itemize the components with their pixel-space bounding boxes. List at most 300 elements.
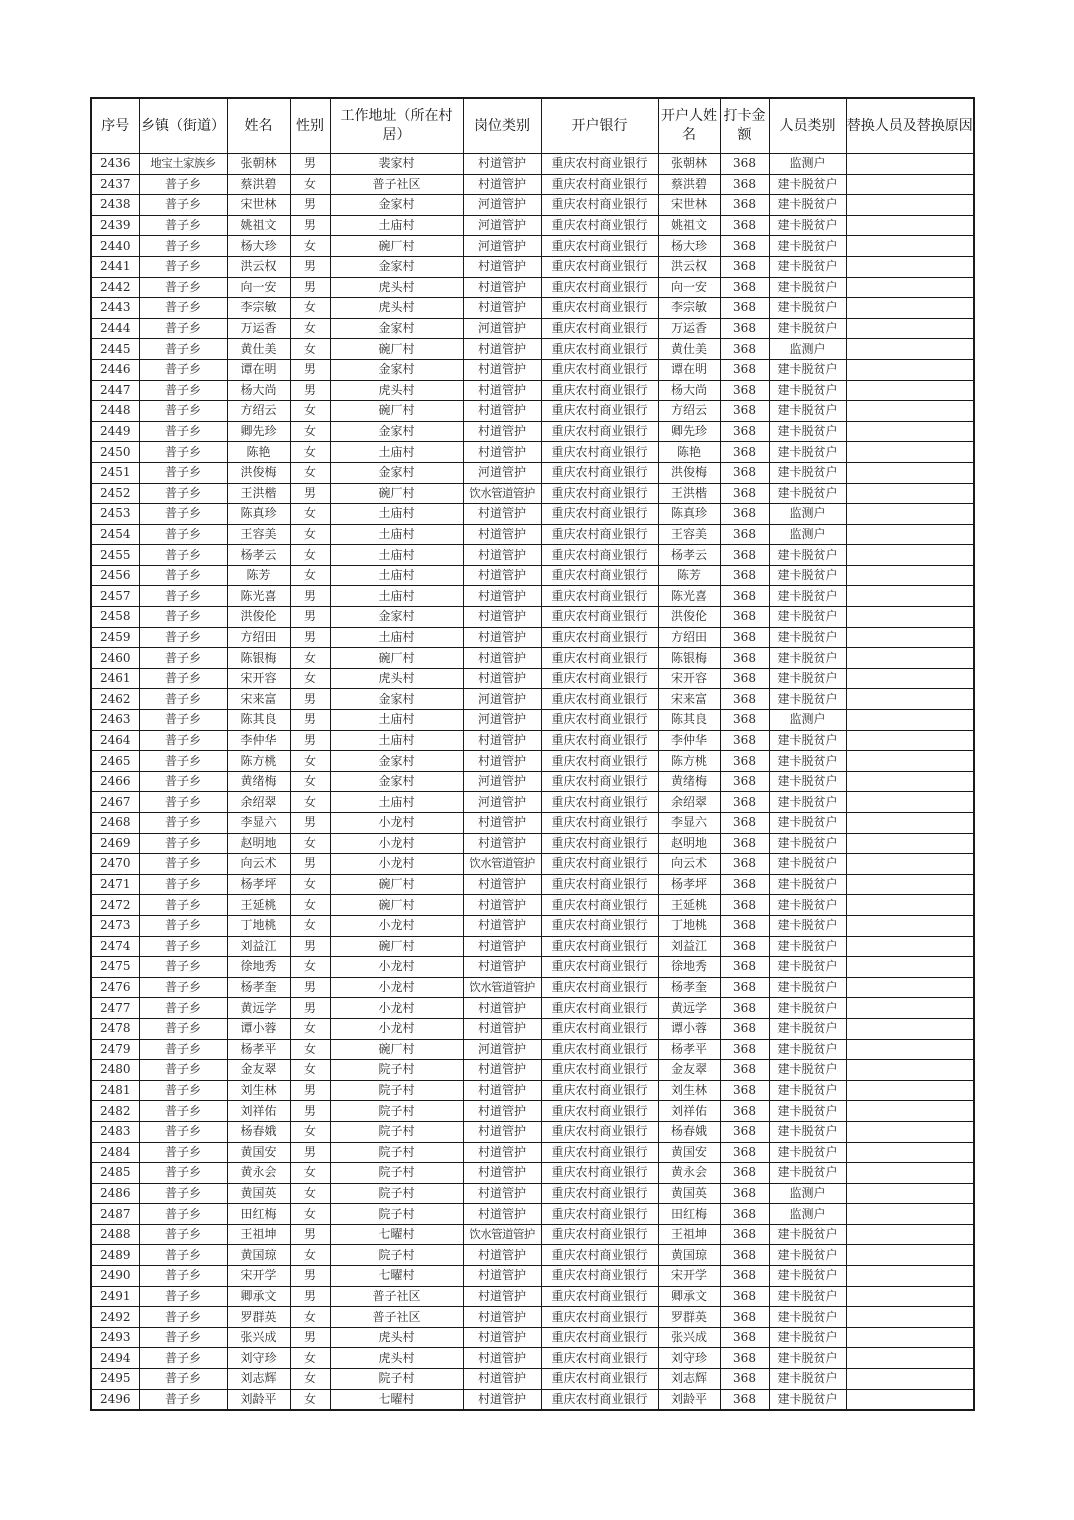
cell-work-address: 小龙村 <box>330 957 463 978</box>
cell-work-address: 小龙村 <box>330 813 463 834</box>
cell-index: 2489 <box>91 1245 139 1266</box>
cell-person-category: 建卡脱贫户 <box>769 1142 846 1163</box>
table-row <box>91 195 974 216</box>
cell-replacement-reason <box>846 648 974 669</box>
cell-amount: 368 <box>720 957 769 978</box>
cell-township: 普子乡 <box>139 483 227 504</box>
cell-index: 2441 <box>91 256 139 277</box>
cell-work-address: 金家村 <box>330 359 463 380</box>
cell-work-address: 金家村 <box>330 689 463 710</box>
cell-post-type: 村道管护 <box>463 504 541 525</box>
cell-post-type: 村道管护 <box>463 668 541 689</box>
cell-township: 普子乡 <box>139 545 227 566</box>
table-row <box>91 359 974 380</box>
table-row <box>91 256 974 277</box>
cell-bank: 重庆农村商业银行 <box>541 462 658 483</box>
cell-person-category: 建卡脱贫户 <box>769 648 846 669</box>
cell-account-holder: 姚祖文 <box>658 215 720 236</box>
cell-index: 2474 <box>91 936 139 957</box>
table-row <box>91 751 974 772</box>
cell-account-holder: 方绍云 <box>658 401 720 422</box>
cell-amount: 368 <box>720 915 769 936</box>
cell-person-category: 建卡脱贫户 <box>769 771 846 792</box>
cell-account-holder: 杨孝奎 <box>658 977 720 998</box>
cell-gender: 男 <box>290 936 330 957</box>
header-person-category: 人员类别 <box>769 98 846 154</box>
cell-replacement-reason <box>846 174 974 195</box>
cell-name: 黄绪梅 <box>227 771 290 792</box>
cell-post-type: 河道管护 <box>463 195 541 216</box>
cell-index: 2471 <box>91 874 139 895</box>
cell-gender: 男 <box>290 627 330 648</box>
table-row <box>91 380 974 401</box>
table-row <box>91 1389 974 1410</box>
cell-replacement-reason <box>846 442 974 463</box>
cell-person-category: 建卡脱贫户 <box>769 607 846 628</box>
header-row <box>91 98 974 154</box>
cell-replacement-reason <box>846 915 974 936</box>
cell-work-address: 七曜村 <box>330 1266 463 1287</box>
cell-work-address: 土庙村 <box>330 627 463 648</box>
cell-name: 刘龄平 <box>227 1389 290 1410</box>
cell-township: 普子乡 <box>139 1163 227 1184</box>
cell-township: 普子乡 <box>139 792 227 813</box>
cell-account-holder: 黄绪梅 <box>658 771 720 792</box>
cell-index: 2492 <box>91 1307 139 1328</box>
cell-township: 普子乡 <box>139 380 227 401</box>
cell-name: 杨大珍 <box>227 236 290 257</box>
cell-replacement-reason <box>846 421 974 442</box>
cell-township: 普子乡 <box>139 462 227 483</box>
cell-replacement-reason <box>846 1163 974 1184</box>
cell-index: 2470 <box>91 854 139 875</box>
cell-amount: 368 <box>720 936 769 957</box>
cell-name: 余绍翠 <box>227 792 290 813</box>
cell-township: 普子乡 <box>139 1142 227 1163</box>
cell-replacement-reason <box>846 957 974 978</box>
cell-post-type: 村道管护 <box>463 915 541 936</box>
cell-person-category: 建卡脱贫户 <box>769 442 846 463</box>
cell-replacement-reason <box>846 1224 974 1245</box>
cell-index: 2494 <box>91 1348 139 1369</box>
cell-account-holder: 杨孝云 <box>658 545 720 566</box>
cell-bank: 重庆农村商业银行 <box>541 730 658 751</box>
cell-index: 2493 <box>91 1327 139 1348</box>
cell-post-type: 村道管护 <box>463 380 541 401</box>
cell-name: 黄永会 <box>227 1163 290 1184</box>
cell-post-type: 村道管护 <box>463 1389 541 1410</box>
cell-work-address: 普子社区 <box>330 174 463 195</box>
cell-township: 普子乡 <box>139 298 227 319</box>
cell-bank: 重庆农村商业银行 <box>541 1224 658 1245</box>
cell-township: 普子乡 <box>139 1307 227 1328</box>
cell-account-holder: 黄国英 <box>658 1183 720 1204</box>
cell-name: 陈银梅 <box>227 648 290 669</box>
cell-index: 2491 <box>91 1286 139 1307</box>
cell-person-category: 建卡脱贫户 <box>769 236 846 257</box>
cell-account-holder: 黄国琼 <box>658 1245 720 1266</box>
cell-gender: 男 <box>290 1080 330 1101</box>
cell-replacement-reason <box>846 504 974 525</box>
cell-account-holder: 徐地秀 <box>658 957 720 978</box>
cell-index: 2438 <box>91 195 139 216</box>
cell-person-category: 建卡脱贫户 <box>769 977 846 998</box>
cell-amount: 368 <box>720 277 769 298</box>
cell-replacement-reason <box>846 627 974 648</box>
cell-work-address: 院子村 <box>330 1183 463 1204</box>
cell-account-holder: 杨孝平 <box>658 1039 720 1060</box>
cell-amount: 368 <box>720 1369 769 1390</box>
cell-person-category: 建卡脱贫户 <box>769 895 846 916</box>
cell-post-type: 村道管护 <box>463 998 541 1019</box>
cell-replacement-reason <box>846 710 974 731</box>
cell-person-category: 建卡脱贫户 <box>769 1018 846 1039</box>
table-row <box>91 1039 974 1060</box>
cell-account-holder: 张兴成 <box>658 1327 720 1348</box>
cell-post-type: 河道管护 <box>463 236 541 257</box>
table-row <box>91 998 974 1019</box>
cell-work-address: 普子社区 <box>330 1286 463 1307</box>
cell-gender: 女 <box>290 1183 330 1204</box>
cell-gender: 男 <box>290 1101 330 1122</box>
cell-bank: 重庆农村商业银行 <box>541 977 658 998</box>
cell-amount: 368 <box>720 215 769 236</box>
cell-post-type: 河道管护 <box>463 689 541 710</box>
table-row <box>91 1307 974 1328</box>
cell-index: 2467 <box>91 792 139 813</box>
table-row <box>91 1266 974 1287</box>
cell-gender: 男 <box>290 710 330 731</box>
table-row <box>91 1060 974 1081</box>
cell-bank: 重庆农村商业银行 <box>541 854 658 875</box>
cell-replacement-reason <box>846 936 974 957</box>
cell-account-holder: 刘志辉 <box>658 1369 720 1390</box>
table-row <box>91 668 974 689</box>
cell-post-type: 村道管护 <box>463 648 541 669</box>
cell-bank: 重庆农村商业银行 <box>541 524 658 545</box>
cell-account-holder: 罗群英 <box>658 1307 720 1328</box>
cell-account-holder: 卿承文 <box>658 1286 720 1307</box>
cell-work-address: 小龙村 <box>330 833 463 854</box>
cell-account-holder: 刘守珍 <box>658 1348 720 1369</box>
cell-township: 普子乡 <box>139 710 227 731</box>
cell-bank: 重庆农村商业银行 <box>541 1183 658 1204</box>
cell-post-type: 村道管护 <box>463 421 541 442</box>
cell-index: 2482 <box>91 1101 139 1122</box>
cell-amount: 368 <box>720 1389 769 1410</box>
cell-replacement-reason <box>846 462 974 483</box>
cell-work-address: 金家村 <box>330 607 463 628</box>
cell-post-type: 村道管护 <box>463 1286 541 1307</box>
cell-bank: 重庆农村商业银行 <box>541 1389 658 1410</box>
cell-township: 普子乡 <box>139 998 227 1019</box>
cell-index: 2479 <box>91 1039 139 1060</box>
cell-amount: 368 <box>720 401 769 422</box>
table-row <box>91 1224 974 1245</box>
cell-amount: 368 <box>720 1245 769 1266</box>
cell-township: 普子乡 <box>139 565 227 586</box>
cell-gender: 女 <box>290 771 330 792</box>
cell-township: 普子乡 <box>139 751 227 772</box>
cell-township: 普子乡 <box>139 1121 227 1142</box>
cell-person-category: 建卡脱贫户 <box>769 957 846 978</box>
cell-gender: 男 <box>290 998 330 1019</box>
cell-name: 姚祖文 <box>227 215 290 236</box>
cell-account-holder: 杨大尚 <box>658 380 720 401</box>
cell-post-type: 河道管护 <box>463 710 541 731</box>
cell-index: 2477 <box>91 998 139 1019</box>
cell-gender: 男 <box>290 1142 330 1163</box>
cell-account-holder: 万运香 <box>658 318 720 339</box>
cell-account-holder: 蔡洪碧 <box>658 174 720 195</box>
cell-amount: 368 <box>720 895 769 916</box>
table-row <box>91 586 974 607</box>
cell-bank: 重庆农村商业银行 <box>541 813 658 834</box>
cell-replacement-reason <box>846 1348 974 1369</box>
cell-name: 宋开学 <box>227 1266 290 1287</box>
cell-index: 2449 <box>91 421 139 442</box>
cell-township: 普子乡 <box>139 771 227 792</box>
cell-person-category: 建卡脱贫户 <box>769 483 846 504</box>
table-body <box>91 154 974 1411</box>
cell-account-holder: 杨春娥 <box>658 1121 720 1142</box>
cell-name: 王容美 <box>227 524 290 545</box>
cell-amount: 368 <box>720 1183 769 1204</box>
cell-post-type: 村道管护 <box>463 256 541 277</box>
cell-index: 2461 <box>91 668 139 689</box>
cell-replacement-reason <box>846 1307 974 1328</box>
cell-township: 普子乡 <box>139 607 227 628</box>
cell-gender: 女 <box>290 1245 330 1266</box>
cell-name: 陈芳 <box>227 565 290 586</box>
cell-amount: 368 <box>720 256 769 277</box>
cell-work-address: 碗厂村 <box>330 895 463 916</box>
cell-name: 向云术 <box>227 854 290 875</box>
cell-person-category: 监测户 <box>769 1204 846 1225</box>
cell-person-category: 建卡脱贫户 <box>769 1307 846 1328</box>
cell-replacement-reason <box>846 1327 974 1348</box>
cell-account-holder: 王洪楷 <box>658 483 720 504</box>
cell-amount: 368 <box>720 792 769 813</box>
cell-post-type: 饮水管道管护 <box>463 854 541 875</box>
cell-gender: 女 <box>290 1060 330 1081</box>
cell-gender: 女 <box>290 874 330 895</box>
table-header <box>91 98 974 154</box>
cell-amount: 368 <box>720 524 769 545</box>
table-row <box>91 1080 974 1101</box>
cell-name: 陈艳 <box>227 442 290 463</box>
table-row <box>91 730 974 751</box>
cell-bank: 重庆农村商业银行 <box>541 174 658 195</box>
cell-index: 2495 <box>91 1369 139 1390</box>
cell-amount: 368 <box>720 833 769 854</box>
cell-name: 宋开容 <box>227 668 290 689</box>
table-row <box>91 1101 974 1122</box>
cell-person-category: 建卡脱贫户 <box>769 668 846 689</box>
cell-post-type: 河道管护 <box>463 771 541 792</box>
cell-replacement-reason <box>846 256 974 277</box>
cell-name: 赵明地 <box>227 833 290 854</box>
cell-gender: 女 <box>290 1307 330 1328</box>
cell-township: 普子乡 <box>139 1266 227 1287</box>
cell-bank: 重庆农村商业银行 <box>541 833 658 854</box>
cell-bank: 重庆农村商业银行 <box>541 442 658 463</box>
cell-name: 陈其良 <box>227 710 290 731</box>
cell-account-holder: 杨大珍 <box>658 236 720 257</box>
cell-bank: 重庆农村商业银行 <box>541 1348 658 1369</box>
cell-index: 2496 <box>91 1389 139 1410</box>
cell-index: 2448 <box>91 401 139 422</box>
cell-bank: 重庆农村商业银行 <box>541 1163 658 1184</box>
cell-replacement-reason <box>846 689 974 710</box>
cell-bank: 重庆农村商业银行 <box>541 298 658 319</box>
cell-name: 宋世林 <box>227 195 290 216</box>
cell-gender: 女 <box>290 648 330 669</box>
cell-person-category: 建卡脱贫户 <box>769 1101 846 1122</box>
cell-bank: 重庆农村商业银行 <box>541 1080 658 1101</box>
cell-account-holder: 黄永会 <box>658 1163 720 1184</box>
cell-post-type: 村道管护 <box>463 1183 541 1204</box>
cell-bank: 重庆农村商业银行 <box>541 915 658 936</box>
cell-gender: 男 <box>290 483 330 504</box>
cell-index: 2450 <box>91 442 139 463</box>
cell-bank: 重庆农村商业银行 <box>541 1286 658 1307</box>
cell-name: 黄仕美 <box>227 339 290 360</box>
cell-name: 张兴成 <box>227 1327 290 1348</box>
cell-person-category: 建卡脱贫户 <box>769 380 846 401</box>
cell-township: 普子乡 <box>139 421 227 442</box>
cell-township: 普子乡 <box>139 895 227 916</box>
cell-work-address: 七曜村 <box>330 1389 463 1410</box>
cell-work-address: 小龙村 <box>330 998 463 1019</box>
table-row <box>91 1183 974 1204</box>
cell-work-address: 碗厂村 <box>330 483 463 504</box>
cell-index: 2442 <box>91 277 139 298</box>
cell-township: 普子乡 <box>139 874 227 895</box>
cell-amount: 368 <box>720 1348 769 1369</box>
cell-township: 普子乡 <box>139 1286 227 1307</box>
cell-post-type: 村道管护 <box>463 1101 541 1122</box>
cell-township: 普子乡 <box>139 915 227 936</box>
header-index: 序号 <box>91 98 139 154</box>
table-row <box>91 792 974 813</box>
table-row <box>91 627 974 648</box>
cell-bank: 重庆农村商业银行 <box>541 545 658 566</box>
cell-post-type: 河道管护 <box>463 792 541 813</box>
cell-amount: 368 <box>720 504 769 525</box>
cell-gender: 女 <box>290 401 330 422</box>
cell-bank: 重庆农村商业银行 <box>541 751 658 772</box>
cell-amount: 368 <box>720 998 769 1019</box>
cell-work-address: 裴家村 <box>330 154 463 175</box>
cell-township: 普子乡 <box>139 813 227 834</box>
header-amount: 打卡金额 <box>720 98 769 154</box>
cell-replacement-reason <box>846 771 974 792</box>
cell-account-holder: 卿先珍 <box>658 421 720 442</box>
cell-amount: 368 <box>720 874 769 895</box>
cell-index: 2481 <box>91 1080 139 1101</box>
cell-work-address: 小龙村 <box>330 977 463 998</box>
cell-name: 陈真珍 <box>227 504 290 525</box>
header-name: 姓名 <box>227 98 290 154</box>
cell-work-address: 虎头村 <box>330 1348 463 1369</box>
cell-amount: 368 <box>720 1327 769 1348</box>
cell-amount: 368 <box>720 1142 769 1163</box>
cell-name: 黄国琼 <box>227 1245 290 1266</box>
cell-bank: 重庆农村商业银行 <box>541 277 658 298</box>
cell-gender: 女 <box>290 236 330 257</box>
cell-person-category: 建卡脱贫户 <box>769 359 846 380</box>
cell-index: 2447 <box>91 380 139 401</box>
table-row <box>91 174 974 195</box>
cell-index: 2455 <box>91 545 139 566</box>
cell-bank: 重庆农村商业银行 <box>541 1142 658 1163</box>
cell-account-holder: 陈其良 <box>658 710 720 731</box>
cell-amount: 368 <box>720 668 769 689</box>
cell-name: 刘守珍 <box>227 1348 290 1369</box>
cell-amount: 368 <box>720 1307 769 1328</box>
cell-replacement-reason <box>846 339 974 360</box>
cell-replacement-reason <box>846 792 974 813</box>
cell-work-address: 土庙村 <box>330 730 463 751</box>
cell-post-type: 村道管护 <box>463 1080 541 1101</box>
table-row <box>91 442 974 463</box>
cell-gender: 男 <box>290 977 330 998</box>
cell-work-address: 虎头村 <box>330 277 463 298</box>
cell-index: 2464 <box>91 730 139 751</box>
cell-name: 方绍田 <box>227 627 290 648</box>
cell-amount: 368 <box>720 380 769 401</box>
cell-person-category: 监测户 <box>769 339 846 360</box>
cell-replacement-reason <box>846 1121 974 1142</box>
cell-person-category: 监测户 <box>769 1183 846 1204</box>
cell-person-category: 建卡脱贫户 <box>769 1348 846 1369</box>
cell-bank: 重庆农村商业银行 <box>541 1369 658 1390</box>
roster-table <box>90 97 975 1411</box>
cell-bank: 重庆农村商业银行 <box>541 236 658 257</box>
table-row <box>91 1142 974 1163</box>
cell-post-type: 村道管护 <box>463 751 541 772</box>
cell-amount: 368 <box>720 771 769 792</box>
cell-replacement-reason <box>846 1039 974 1060</box>
cell-work-address: 碗厂村 <box>330 936 463 957</box>
cell-index: 2485 <box>91 1163 139 1184</box>
table-row <box>91 1121 974 1142</box>
cell-replacement-reason <box>846 751 974 772</box>
cell-name: 洪俊梅 <box>227 462 290 483</box>
cell-replacement-reason <box>846 730 974 751</box>
cell-bank: 重庆农村商业银行 <box>541 195 658 216</box>
cell-amount: 368 <box>720 977 769 998</box>
cell-replacement-reason <box>846 668 974 689</box>
cell-post-type: 河道管护 <box>463 1039 541 1060</box>
cell-township: 普子乡 <box>139 524 227 545</box>
cell-person-category: 建卡脱贫户 <box>769 751 846 772</box>
cell-amount: 368 <box>720 1163 769 1184</box>
cell-replacement-reason <box>846 318 974 339</box>
cell-amount: 368 <box>720 195 769 216</box>
cell-gender: 女 <box>290 1389 330 1410</box>
cell-replacement-reason <box>846 1389 974 1410</box>
cell-amount: 368 <box>720 483 769 504</box>
cell-township: 普子乡 <box>139 1039 227 1060</box>
cell-gender: 男 <box>290 854 330 875</box>
cell-gender: 男 <box>290 380 330 401</box>
table-row <box>91 504 974 525</box>
cell-post-type: 河道管护 <box>463 462 541 483</box>
cell-work-address: 金家村 <box>330 462 463 483</box>
table-row <box>91 545 974 566</box>
